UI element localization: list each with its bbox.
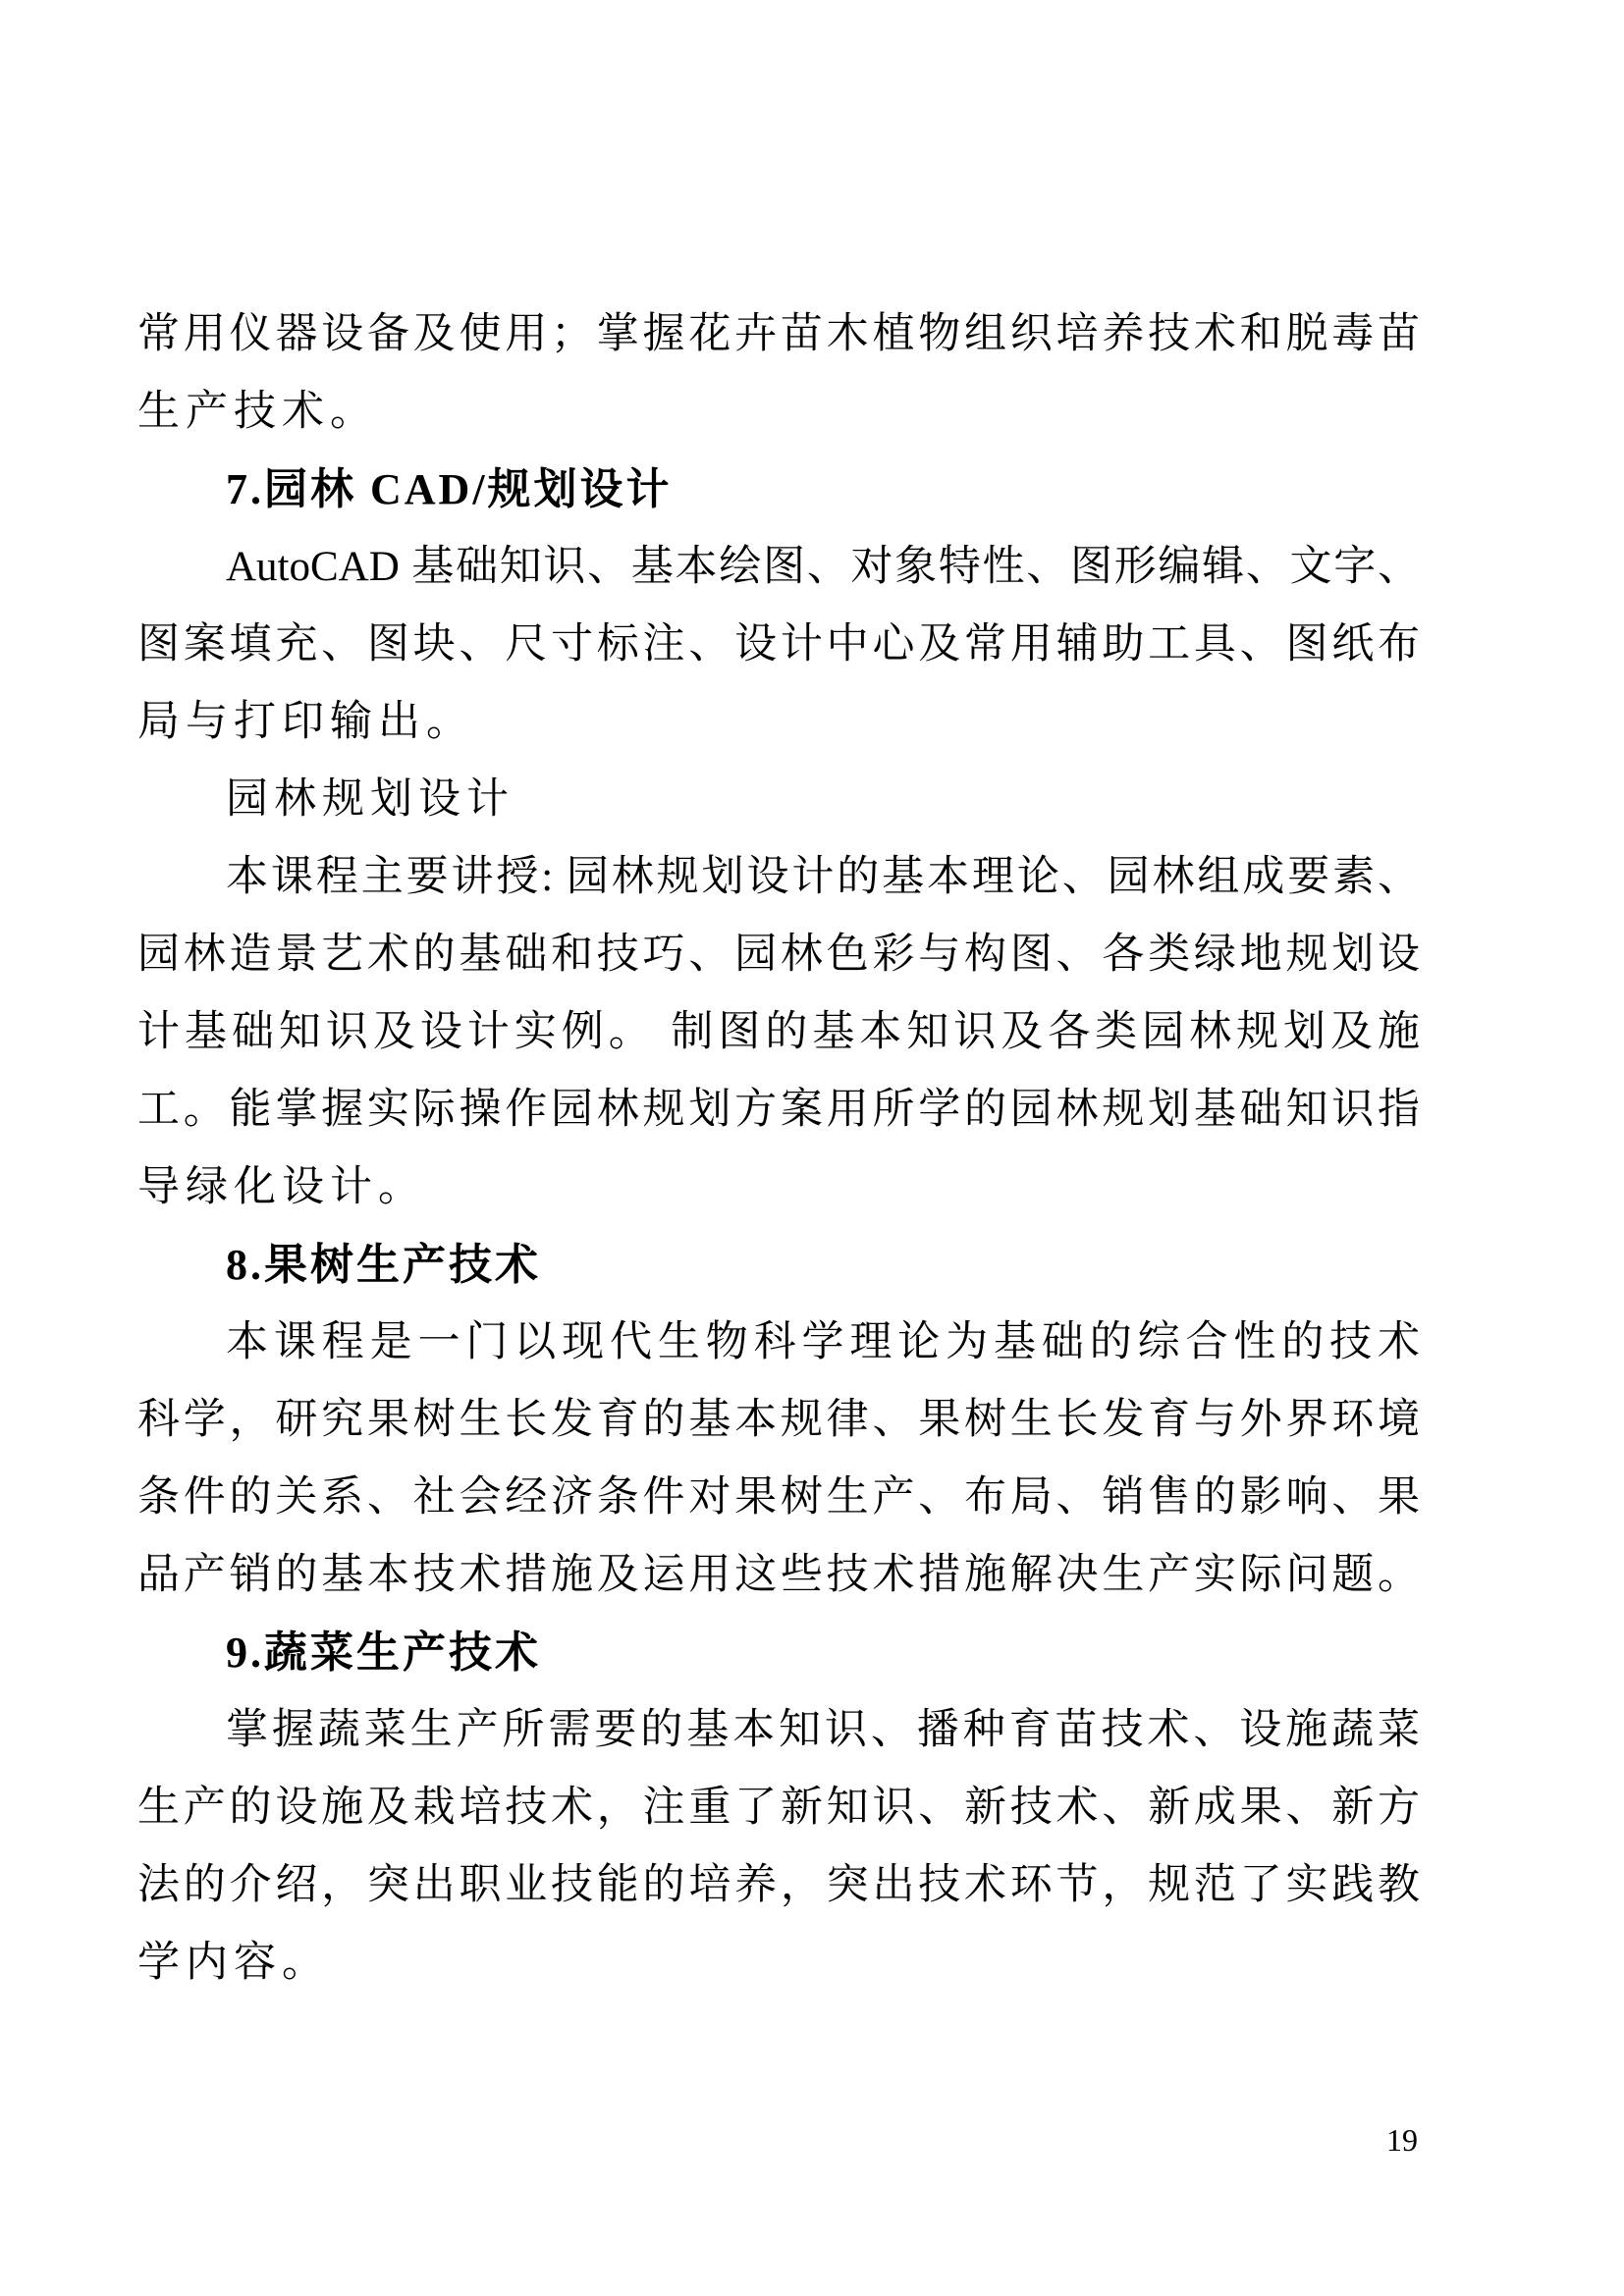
section-heading-8: 8.果树生产技术 — [226, 1241, 541, 1289]
body-line: AutoCAD 基础知识、基本绘图、对象特性、图形编辑、文字、 — [226, 544, 1420, 590]
body-line: 工。能掌握实际操作园林规划方案用所学的园林规划基础知识指 — [137, 1087, 1420, 1133]
body-line: 科学，研究果树生长发育的基本规律、果树生长发育与外界环境 — [137, 1397, 1420, 1443]
subsection-title-garden-planning: 园林规划设计 — [226, 776, 514, 823]
body-line: 法的介绍，突出职业技能的培养，突出技术环节，规范了实践教 — [137, 1862, 1420, 1908]
body-line: 掌握蔬菜生产所需要的基本知识、播种育苗技术、设施蔬菜 — [226, 1707, 1420, 1753]
body-line: 局与打印输出。 — [137, 699, 474, 745]
body-line: 生产的设施及栽培技术，注重了新知识、新技术、新成果、新方 — [137, 1785, 1420, 1831]
body-line: 本课程主要讲授: 园林规划设计的基本理论、园林组成要素、 — [226, 854, 1420, 900]
body-line: 计基础知识及设计实例。 制图的基本知识及各类园林规划及施 — [137, 1009, 1420, 1055]
body-line: 品产销的基本技术措施及运用这些技术措施解决生产实际问题。 — [137, 1552, 1420, 1598]
section-heading-7: 7.园林 CAD/规划设计 — [226, 465, 673, 513]
body-line: 园林造景艺术的基础和技巧、园林色彩与构图、各类绿地规划设 — [137, 932, 1420, 978]
section-heading-9: 9.蔬菜生产技术 — [226, 1629, 541, 1677]
body-line: 本课程是一门以现代生物科学理论为基础的综合性的技术 — [226, 1319, 1420, 1365]
body-line: 常用仪器设备及使用；掌握花卉苗木植物组织培养技术和脱毒苗 — [137, 311, 1420, 357]
body-line: 生产技术。 — [137, 389, 378, 435]
page-number: 19 — [1386, 2122, 1418, 2158]
body-line: 导绿化设计。 — [137, 1164, 426, 1210]
body-line: 条件的关系、社会经济条件对果树生产、布局、销售的影响、果 — [137, 1474, 1420, 1521]
body-line: 学内容。 — [137, 1940, 330, 1986]
body-line: 图案填充、图块、尺寸标注、设计中心及常用辅助工具、图纸布 — [137, 621, 1420, 667]
document-body — [137, 295, 1420, 2002]
